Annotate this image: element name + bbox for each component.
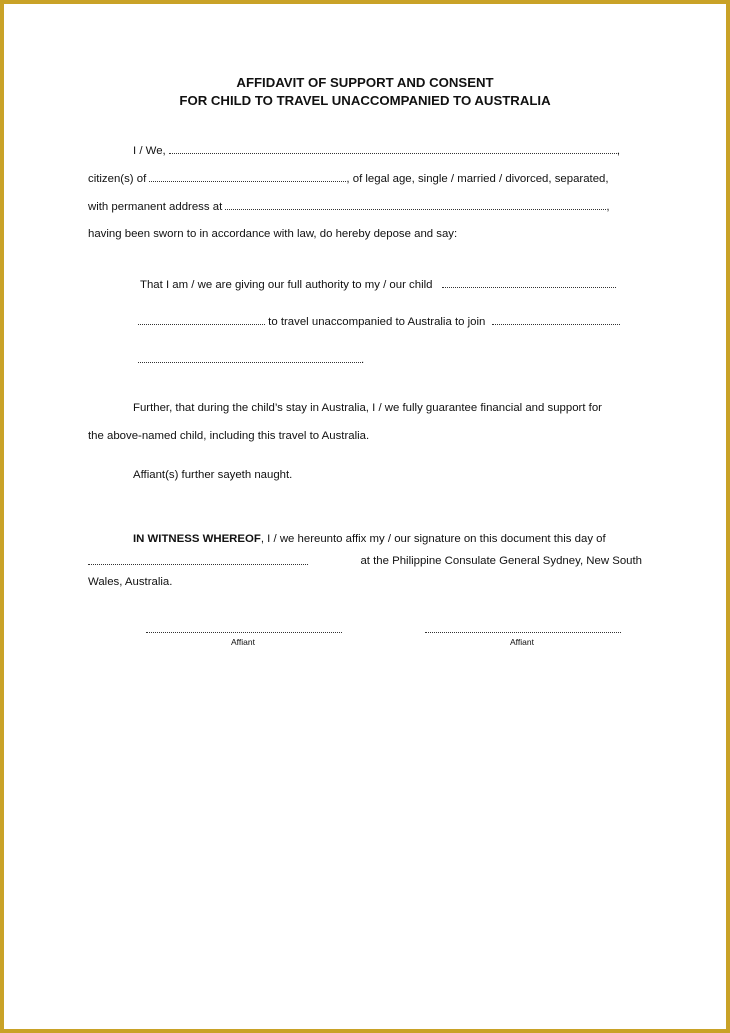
signature-label-left: Affiant (231, 637, 255, 647)
address-label: with permanent address at (88, 201, 223, 213)
travel-line (138, 314, 642, 329)
witness-heading: IN WITNESS WHEREOF (133, 533, 261, 545)
citizens-of-label: citizen(s) of (88, 173, 147, 185)
date-blank (88, 554, 308, 565)
witness-text: , I / we hereunto affix my / our signature on this document this day of (260, 533, 606, 545)
wales-line: Wales, Australia. (88, 576, 173, 588)
guarantee-line-1: Further, that during the child’s stay in Australia, I / we fully guarantee financial and support for (133, 402, 602, 414)
intro-prefix: I / We, (133, 145, 166, 157)
consulate-text: at the Philippine Consulate General Sydney, New South (360, 555, 642, 567)
citizenship-blank (149, 171, 346, 182)
consulate-line (88, 554, 642, 568)
sayeth-naught: Affiant(s) further sayeth naught. (133, 469, 293, 481)
child-name-blank (442, 277, 616, 288)
witness-line (133, 532, 606, 546)
citizenship-line (88, 171, 642, 186)
signature-line-left (146, 631, 342, 633)
address-line (88, 199, 628, 214)
guarantee-line-2: the above-named child, including this travel to Australia. (88, 430, 370, 442)
signature-line-right (425, 631, 621, 633)
child-blank-2 (138, 314, 265, 325)
relation-line (138, 352, 364, 367)
address-blank (225, 199, 606, 210)
address-comma: , (606, 201, 610, 213)
authority-text: That I am / we are giving our full authority to my / our child (140, 279, 433, 291)
sworn-statement: having been sworn to in accordance with law, do hereby depose and say: (88, 228, 458, 240)
intro-line (133, 143, 623, 158)
relation-period: . (361, 354, 365, 366)
join-person-blank (492, 314, 620, 325)
authority-line (140, 277, 642, 292)
name-blank (169, 143, 617, 154)
signature-label-right: Affiant (510, 637, 534, 647)
travel-text: to travel unaccompanied to Australia to join (268, 316, 486, 328)
legal-age-text: , of legal age, single / married / divorced, separated, (346, 173, 609, 185)
relation-blank (138, 352, 361, 363)
document-title-line-2: FOR CHILD TO TRAVEL UNACCOMPANIED TO AUSTRALIA (179, 93, 551, 108)
document-title-line-1: AFFIDAVIT OF SUPPORT AND CONSENT (236, 75, 494, 90)
intro-comma: , (616, 145, 621, 157)
